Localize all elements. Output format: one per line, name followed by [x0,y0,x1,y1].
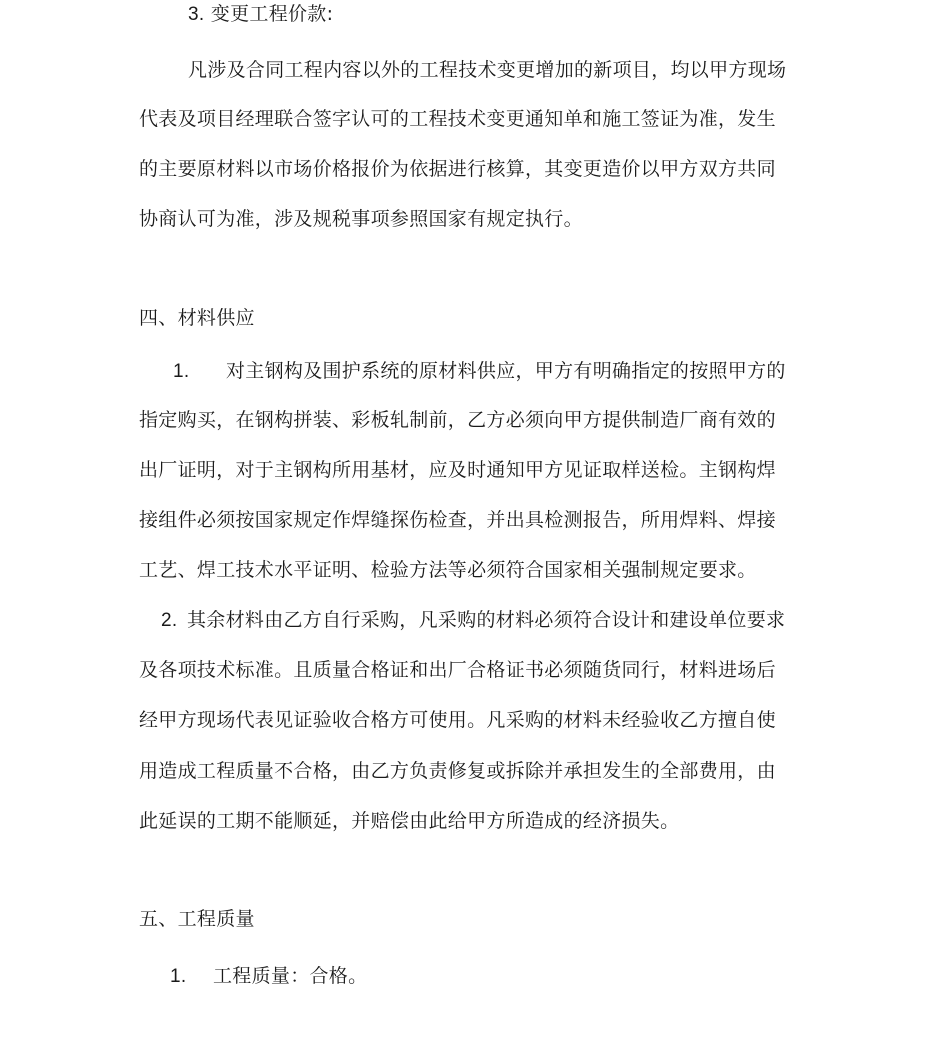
sec3-item-title: 变更工程价款: [210,3,334,25]
paragraph-line: 工艺、焊工技术水平证明、检验方法等必须符合国家相关强制规定要求。 [139,559,757,581]
item-number: 1. [173,361,190,382]
paragraph-line: 的主要原材料以市场价格报价为依据进行核算，其变更造价以甲方双方共同 [139,158,776,180]
sec3-item-line [188,2,333,27]
paragraph-line: 其余材料由乙方自行采购，凡采购的材料必须符合设计和建设单位要求 [187,609,786,631]
sec3-item-number: 3. [188,4,205,25]
section-heading-four: 四、材料供应 [139,307,255,329]
item-number: 2. [161,610,178,631]
section-heading-five: 五、工程质量 [139,908,255,930]
paragraph-line: 指定购买，在钢构拼装、彩板轧制前，乙方必须向甲方提供制造厂商有效的 [139,409,776,431]
paragraph-line: 出厂证明，对于主钢构所用基材，应及时通知甲方见证取样送检。主钢构焊 [139,459,776,481]
paragraph-line: 经甲方现场代表见证验收合格方可使用。凡采购的材料未经验收乙方擅自使 [139,709,776,731]
paragraph-line: 用造成工程质量不合格，由乙方负责修复或拆除并承担发生的全部费用，由 [139,760,776,782]
paragraph-line: 协商认可为准，涉及规税事项参照国家有规定执行。 [139,208,583,230]
paragraph-line: 凡涉及合同工程内容以外的工程技术变更增加的新项目，均以甲方现场 [188,59,787,81]
paragraph-line: 此延误的工期不能顺延，并赔偿由此给甲方所造成的经济损失。 [139,810,680,832]
paragraph-line: 工程质量：合格。 [213,965,368,987]
paragraph-line: 对主钢构及围护系统的原材料供应，甲方有明确指定的按照甲方的 [226,360,786,382]
item-number: 1. [170,966,187,987]
paragraph-line: 代表及项目经理联合签字认可的工程技术变更通知单和施工签证为准，发生 [139,108,776,130]
paragraph-line: 及各项技术标准。且质量合格证和出厂合格证书必须随货同行，材料进场后 [139,659,776,681]
paragraph-line: 接组件必须按国家规定作焊缝探伤检查，并出具检测报告，所用焊料、焊接 [139,509,776,531]
